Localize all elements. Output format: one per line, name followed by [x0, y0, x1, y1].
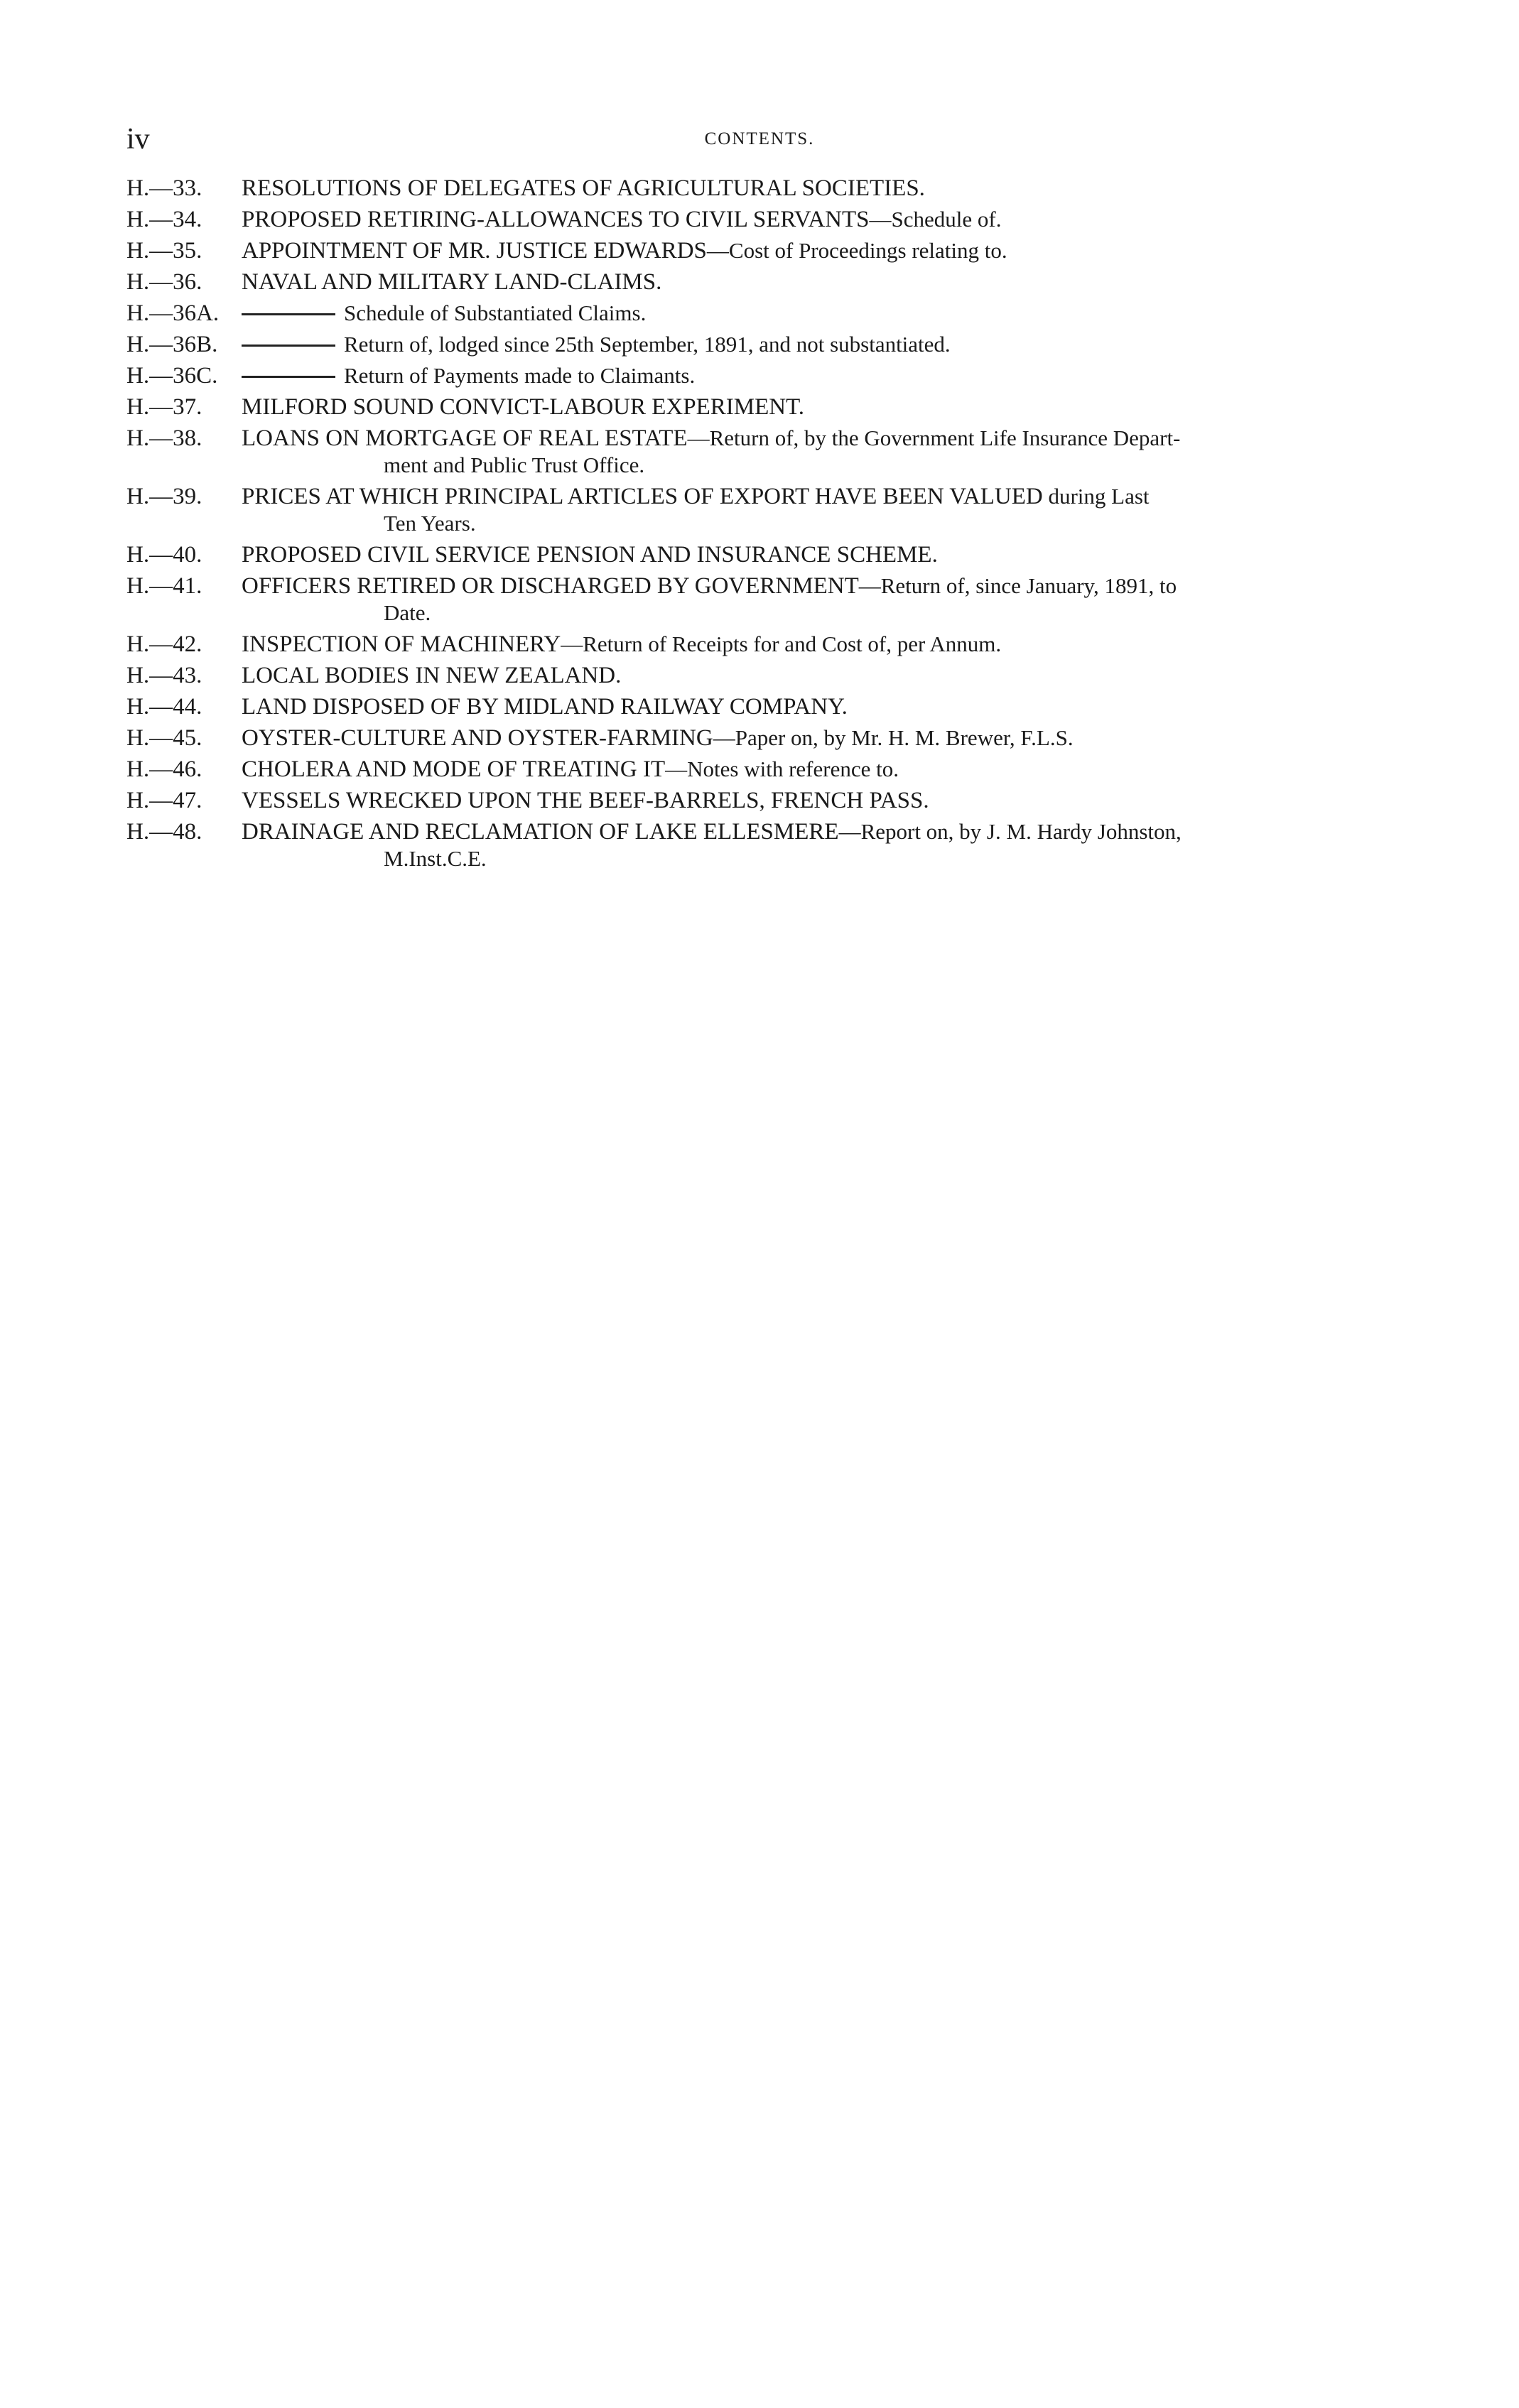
entry-continuation: Date. [384, 600, 431, 625]
entry-title: PROPOSED RETIRING-ALLOWANCES TO CIVIL SERVANTS [242, 207, 870, 232]
entry-description: —Return of, since January, 1891, to [858, 573, 1177, 598]
paper-code: H.—43. [126, 663, 202, 688]
entry-continuation: ment and Public Trust Office. [384, 452, 645, 477]
entry-title: APPOINTMENT OF MR. JUSTICE EDWARDS [242, 238, 707, 264]
contents-entry [126, 425, 1377, 479]
entry-description: during Last [1042, 484, 1150, 509]
entry-description: Return of, lodged since 25th September, 1891, and not substantiated. [344, 332, 951, 357]
paper-code: H.—37. [126, 394, 202, 420]
entry-description: —Return of, by the Government Life Insurance Depart- [687, 425, 1181, 450]
contents-list [126, 175, 1377, 877]
entry-description: —Report on, by J. M. Hardy Johnston, [838, 819, 1182, 844]
ditto-rule [242, 376, 335, 378]
paper-code: H.—42. [126, 631, 202, 657]
entry-title: RESOLUTIONS OF DELEGATES OF AGRICULTURAL SOCIETIES. [242, 175, 925, 201]
entry-description: —Paper on, by Mr. H. M. Brewer, F.L.S. [713, 725, 1074, 750]
entry-title-line [242, 662, 1377, 689]
entry-title-line [242, 237, 1377, 264]
entry-title: VESSELS WRECKED UPON THE BEEF-BARRELS, FRENCH PASS. [242, 788, 929, 813]
paper-code: H.—36C. [126, 363, 218, 389]
entry-title-line [242, 394, 1377, 421]
entry-title-line [242, 756, 1377, 783]
entry-title-line [242, 425, 1377, 452]
contents-entry [126, 206, 1377, 233]
entry-title: PROPOSED CIVIL SERVICE PENSION AND INSURANCE SCHEME. [242, 542, 938, 568]
entry-title: LAND DISPOSED OF BY MIDLAND RAILWAY COMPANY. [242, 694, 848, 720]
paper-code: H.—36. [126, 269, 202, 295]
entry-description: Return of Payments made to Claimants. [344, 363, 696, 388]
entry-title-line [242, 300, 1377, 327]
contents-entry [126, 237, 1377, 264]
entry-description: —Return of Receipts for and Cost of, per Annum. [561, 631, 1002, 656]
entry-title: INSPECTION OF MACHINERY [242, 631, 561, 657]
entry-title: LOCAL BODIES IN NEW ZEALAND. [242, 663, 622, 688]
entry-title-line [242, 206, 1377, 233]
entry-title: OYSTER-CULTURE AND OYSTER-FARMING [242, 725, 713, 751]
entry-description: Schedule of Substantiated Claims. [344, 300, 647, 325]
contents-entry [126, 300, 1377, 327]
entry-title-line [242, 573, 1377, 600]
contents-entry [126, 362, 1377, 389]
entry-title: LOANS ON MORTGAGE OF REAL ESTATE [242, 425, 688, 451]
contents-entry [126, 631, 1377, 658]
paper-code: H.—40. [126, 542, 202, 568]
entry-title-line [242, 725, 1377, 752]
entry-title: MILFORD SOUND CONVICT-LABOUR EXPERIMENT. [242, 394, 805, 420]
paper-code: H.—35. [126, 238, 202, 264]
entry-continuation: Ten Years. [384, 511, 476, 536]
entry-title-line [242, 541, 1377, 568]
contents-entry [126, 818, 1377, 872]
entry-title-line [242, 631, 1377, 658]
contents-entry [126, 483, 1377, 537]
contents-entry [126, 269, 1377, 295]
contents-entry [126, 662, 1377, 689]
paper-code: H.—34. [126, 207, 202, 232]
contents-entry [126, 175, 1377, 202]
entry-continuation: M.Inst.C.E. [384, 846, 487, 871]
contents-entry [126, 725, 1377, 752]
contents-entry [126, 693, 1377, 720]
paper-code: H.—46. [126, 756, 202, 782]
contents-entry [126, 331, 1377, 358]
ditto-rule [242, 313, 335, 315]
entry-title: NAVAL AND MILITARY LAND-CLAIMS. [242, 269, 662, 295]
paper-code: H.—38. [126, 425, 202, 451]
entry-title: OFFICERS RETIRED OR DISCHARGED BY GOVERNMENT [242, 573, 859, 599]
contents-entry [126, 541, 1377, 568]
entry-title-line [242, 362, 1377, 389]
ditto-rule [242, 345, 335, 347]
paper-code: H.—47. [126, 788, 202, 813]
paper-code: H.—33. [126, 175, 202, 201]
entry-title: PRICES AT WHICH PRINCIPAL ARTICLES OF EXPORT HAVE BEEN VALUED [242, 484, 1043, 509]
paper-code: H.—39. [126, 484, 202, 509]
contents-entry [126, 787, 1377, 814]
entry-title-line [242, 483, 1377, 510]
contents-entry [126, 573, 1377, 627]
entry-title-line [242, 269, 1377, 295]
paper-code: H.—36A. [126, 300, 220, 326]
entry-title: CHOLERA AND MODE OF TREATING IT [242, 756, 666, 782]
paper-code: H.—45. [126, 725, 202, 751]
entry-title-line [242, 818, 1377, 845]
contents-entry [126, 394, 1377, 421]
entry-description: —Notes with reference to. [665, 756, 899, 781]
entry-title-line [242, 331, 1377, 358]
paper-code: H.—44. [126, 694, 202, 720]
entry-title: DRAINAGE AND RECLAMATION OF LAKE ELLESMERE [242, 819, 839, 845]
entry-description: —Schedule of. [869, 207, 1002, 232]
paper-code: H.—41. [126, 573, 202, 599]
entry-title-line [242, 787, 1377, 814]
page-heading: CONTENTS. [704, 129, 815, 148]
paper-code: H.—48. [126, 819, 202, 845]
contents-entry [126, 756, 1377, 783]
entry-description: —Cost of Proceedings relating to. [706, 238, 1007, 263]
entry-title-line [242, 693, 1377, 720]
paper-code: H.—36B. [126, 332, 218, 357]
entry-title-line [242, 175, 1377, 202]
page-number: iv [126, 123, 150, 156]
